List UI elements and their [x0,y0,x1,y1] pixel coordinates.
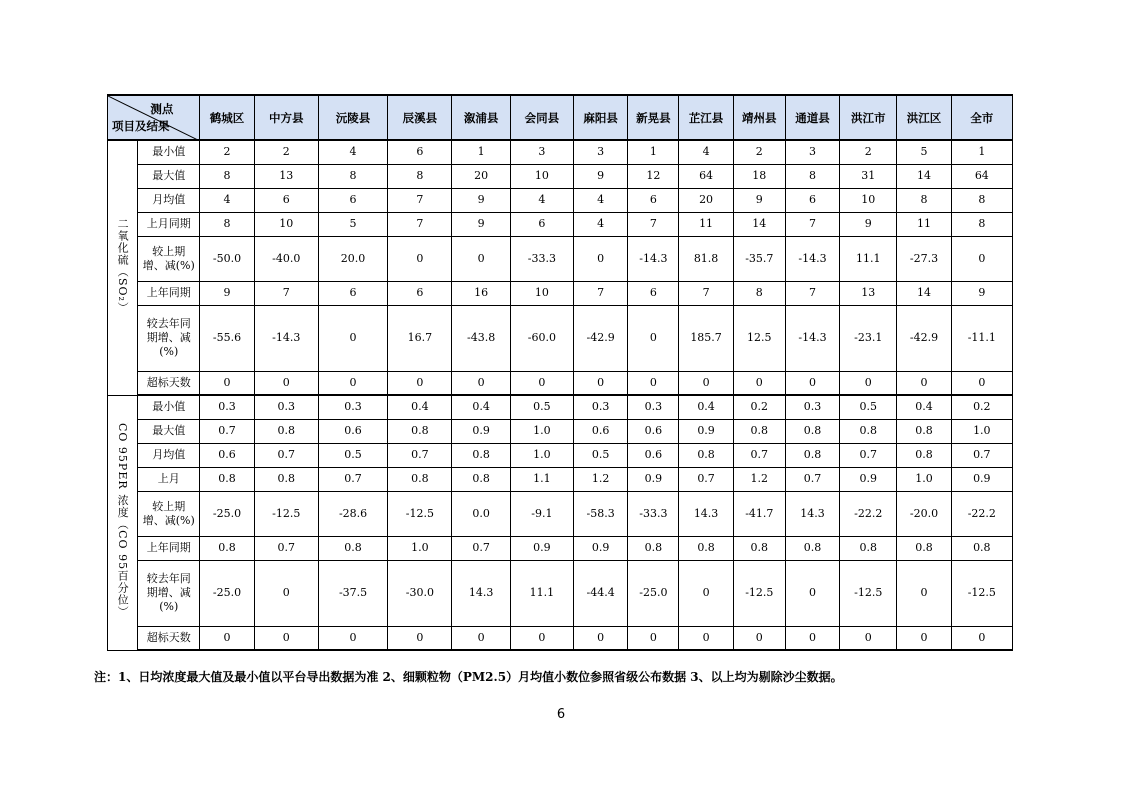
table-row [108,560,1013,626]
value-cell: 12 [628,164,679,188]
value-cell: -12.5 [951,560,1012,626]
value-cell: 8 [785,164,839,188]
row-label: 超标天数 [138,371,200,395]
value-cell: 7 [388,212,452,236]
value-cell: 0.6 [628,419,679,443]
column-header: 新晃县 [628,95,679,140]
table-row [108,491,1013,536]
value-cell: -14.3 [785,305,839,371]
value-cell: 0.7 [840,443,897,467]
value-cell: 0.3 [785,395,839,419]
value-cell: 0 [733,371,785,395]
value-cell: 13 [254,164,318,188]
page-number: 6 [556,707,566,722]
value-cell: 0 [452,626,510,650]
column-header: 洪江市 [840,95,897,140]
column-header: 麻阳县 [574,95,628,140]
value-cell: 0.9 [679,419,733,443]
value-cell: 6 [388,140,452,164]
value-cell: 0.8 [388,419,452,443]
header-corner [108,95,200,140]
value-cell: 14 [897,281,951,305]
value-cell: 0 [897,626,951,650]
value-cell: 0.8 [200,467,254,491]
value-cell: 6 [628,281,679,305]
table-row [108,281,1013,305]
column-header: 芷江县 [679,95,733,140]
footnote: 注：1、日均浓度最大值及最小值以平台导出数据为准 2、细颗粒物（PM2.5）月均值小数位参照省级公布数据 3、以上均为剔除沙尘数据。 [94,670,843,684]
value-cell: 81.8 [679,236,733,281]
table-row [108,164,1013,188]
value-cell: 0.2 [733,395,785,419]
value-cell: 2 [254,140,318,164]
value-cell: 64 [679,164,733,188]
value-cell: 0 [452,371,510,395]
value-cell: -42.9 [897,305,951,371]
value-cell: -58.3 [574,491,628,536]
value-cell: 10 [254,212,318,236]
table-row [108,236,1013,281]
value-cell: 9 [574,164,628,188]
value-cell: 0.9 [510,536,573,560]
value-cell: 20 [679,188,733,212]
value-cell: 0.4 [388,395,452,419]
value-cell: 0.8 [897,536,951,560]
column-header: 鹤城区 [200,95,254,140]
value-cell: 0 [951,626,1012,650]
value-cell: -40.0 [254,236,318,281]
value-cell: 0.8 [951,536,1012,560]
value-cell: 0.8 [840,536,897,560]
value-cell: 0.8 [785,536,839,560]
value-cell: 0 [785,371,839,395]
value-cell: 0.8 [733,536,785,560]
value-cell: 0.8 [254,467,318,491]
value-cell: 10 [840,188,897,212]
value-cell: 10 [510,164,573,188]
value-cell: 0.8 [679,536,733,560]
value-cell: -50.0 [200,236,254,281]
value-cell: -43.8 [452,305,510,371]
value-cell: 0.4 [679,395,733,419]
value-cell: 0.8 [733,419,785,443]
value-cell: -14.3 [628,236,679,281]
value-cell: 0.8 [679,443,733,467]
value-cell: 6 [388,281,452,305]
value-cell: 0.8 [897,419,951,443]
value-cell: 7 [388,188,452,212]
value-cell: -14.3 [254,305,318,371]
column-header: 靖州县 [733,95,785,140]
value-cell: 8 [318,164,387,188]
value-cell: 0.8 [452,467,510,491]
value-cell: 4 [510,188,573,212]
value-cell: 4 [200,188,254,212]
value-cell: -12.5 [840,560,897,626]
value-cell: 0 [628,371,679,395]
value-cell: 7 [785,281,839,305]
value-cell: 1.2 [733,467,785,491]
value-cell: -42.9 [574,305,628,371]
value-cell: 4 [574,188,628,212]
value-cell: 0.2 [951,395,1012,419]
table-row [108,371,1013,395]
value-cell: -28.6 [318,491,387,536]
value-cell: 7 [679,281,733,305]
value-cell: 0 [897,371,951,395]
value-cell: 6 [785,188,839,212]
value-cell: 2 [840,140,897,164]
value-cell: 0.8 [840,419,897,443]
column-header: 会同县 [510,95,573,140]
column-header: 洪江区 [897,95,951,140]
value-cell: 0 [679,560,733,626]
value-cell: 0 [628,626,679,650]
value-cell: 0.6 [574,419,628,443]
value-cell: 8 [200,164,254,188]
value-cell: 0 [574,626,628,650]
value-cell: -55.6 [200,305,254,371]
value-cell: 0.5 [840,395,897,419]
value-cell: -14.3 [785,236,839,281]
row-label: 上年同期 [138,536,200,560]
value-cell: -60.0 [510,305,573,371]
value-cell: -27.3 [897,236,951,281]
group-label-cell [108,140,138,395]
row-label: 最小值 [138,140,200,164]
value-cell: 9 [200,281,254,305]
table-row [108,419,1013,443]
value-cell: 0 [897,560,951,626]
value-cell: 0.3 [628,395,679,419]
value-cell: 6 [318,188,387,212]
value-cell: 12.5 [733,305,785,371]
value-cell: 0.8 [254,419,318,443]
value-cell: 0.4 [897,395,951,419]
value-cell: 0 [200,626,254,650]
table-row [108,140,1013,164]
value-cell: -22.2 [951,491,1012,536]
value-cell: 11.1 [510,560,573,626]
value-cell: 64 [951,164,1012,188]
row-label: 较去年同 期增、减 (%) [138,305,200,371]
value-cell: 2 [200,140,254,164]
value-cell: -35.7 [733,236,785,281]
value-cell: -30.0 [388,560,452,626]
value-cell: 1.0 [897,467,951,491]
value-cell: 0.9 [574,536,628,560]
table-row [108,188,1013,212]
value-cell: 0 [200,371,254,395]
value-cell: 1 [951,140,1012,164]
value-cell: 0 [388,371,452,395]
value-cell: -41.7 [733,491,785,536]
row-label: 最小值 [138,395,200,419]
value-cell: 3 [510,140,573,164]
value-cell: 0.6 [318,419,387,443]
row-label: 最大值 [138,419,200,443]
column-header: 通道县 [785,95,839,140]
value-cell: 9 [452,188,510,212]
value-cell: 16 [452,281,510,305]
value-cell: 8 [951,188,1012,212]
table-row [108,626,1013,650]
row-label: 较上期 增、减(%) [138,491,200,536]
value-cell: 4 [318,140,387,164]
value-cell: 0.8 [897,443,951,467]
value-cell: 0 [628,305,679,371]
value-cell: -37.5 [318,560,387,626]
value-cell: 0 [733,626,785,650]
value-cell: 0 [840,371,897,395]
value-cell: 0 [951,236,1012,281]
value-cell: 0 [510,626,573,650]
value-cell: 0.8 [452,443,510,467]
table-row [108,305,1013,371]
value-cell: -11.1 [951,305,1012,371]
row-label: 较上期 增、减(%) [138,236,200,281]
value-cell: 8 [733,281,785,305]
table-row [108,467,1013,491]
value-cell: 0 [318,305,387,371]
value-cell: 0.9 [840,467,897,491]
corner-top-label: 测点 [150,102,174,116]
value-cell: 0.5 [318,443,387,467]
value-cell: 0.3 [318,395,387,419]
value-cell: 0.7 [679,467,733,491]
value-cell: 0.7 [733,443,785,467]
value-cell: 1.0 [388,536,452,560]
value-cell: 3 [785,140,839,164]
value-cell: 0.9 [452,419,510,443]
group-label: CO 95PER 浓度（CO 95百分位） [116,422,130,619]
value-cell: 14.3 [679,491,733,536]
value-cell: 1 [628,140,679,164]
value-cell: 0 [679,626,733,650]
column-header: 沅陵县 [318,95,387,140]
value-cell: 16.7 [388,305,452,371]
value-cell: -22.2 [840,491,897,536]
row-label: 上月同期 [138,212,200,236]
value-cell: 5 [897,140,951,164]
value-cell: 5 [318,212,387,236]
value-cell: 0.8 [200,536,254,560]
group-label-cell [108,395,138,650]
value-cell: -20.0 [897,491,951,536]
air-quality-table [107,94,1013,651]
value-cell: 1.0 [510,419,573,443]
row-label: 上月 [138,467,200,491]
value-cell: 14.3 [785,491,839,536]
value-cell: 0.0 [452,491,510,536]
value-cell: 9 [840,212,897,236]
value-cell: 0.7 [254,443,318,467]
value-cell: 0.8 [388,467,452,491]
value-cell: 1.1 [510,467,573,491]
value-cell: 0.7 [318,467,387,491]
value-cell: 2 [733,140,785,164]
value-cell: 0.7 [452,536,510,560]
value-cell: 0.8 [785,443,839,467]
value-cell: 0.5 [510,395,573,419]
value-cell: 0.8 [785,419,839,443]
value-cell: 0.3 [200,395,254,419]
value-cell: 6 [510,212,573,236]
table-row [108,212,1013,236]
value-cell: 0 [840,626,897,650]
value-cell: 0 [510,371,573,395]
value-cell: 0.7 [951,443,1012,467]
value-cell: 0.7 [785,467,839,491]
value-cell: -12.5 [254,491,318,536]
value-cell: 20 [452,164,510,188]
value-cell: 0 [574,371,628,395]
value-cell: 0 [254,626,318,650]
value-cell: 0 [254,371,318,395]
row-label: 上年同期 [138,281,200,305]
value-cell: 0 [679,371,733,395]
value-cell: 6 [318,281,387,305]
value-cell: 11.1 [840,236,897,281]
value-cell: 0 [318,626,387,650]
value-cell: -23.1 [840,305,897,371]
value-cell: 11 [679,212,733,236]
value-cell: 1.0 [951,419,1012,443]
value-cell: 0 [951,371,1012,395]
value-cell: 6 [628,188,679,212]
value-cell: -33.3 [628,491,679,536]
value-cell: 0.9 [628,467,679,491]
value-cell: 185.7 [679,305,733,371]
value-cell: 7 [628,212,679,236]
value-cell: 3 [574,140,628,164]
value-cell: 14 [897,164,951,188]
value-cell: -12.5 [733,560,785,626]
table-row [108,395,1013,419]
value-cell: -44.4 [574,560,628,626]
value-cell: 1.0 [510,443,573,467]
value-cell: 31 [840,164,897,188]
column-header: 中方县 [254,95,318,140]
value-cell: 9 [951,281,1012,305]
row-label: 最大值 [138,164,200,188]
value-cell: 0 [785,626,839,650]
column-header: 辰溪县 [388,95,452,140]
value-cell: 0.6 [628,443,679,467]
table-row [108,443,1013,467]
value-cell: -12.5 [388,491,452,536]
value-cell: 9 [452,212,510,236]
value-cell: 0.7 [200,419,254,443]
value-cell: 4 [574,212,628,236]
row-label: 月均值 [138,188,200,212]
value-cell: 0 [785,560,839,626]
value-cell: 20.0 [318,236,387,281]
group-label: 二氧化硫（SO₂） [116,217,130,314]
value-cell: 0 [388,236,452,281]
value-cell: 7 [785,212,839,236]
value-cell: 0 [254,560,318,626]
value-cell: 0 [388,626,452,650]
value-cell: 18 [733,164,785,188]
row-label: 超标天数 [138,626,200,650]
value-cell: 0.8 [628,536,679,560]
column-header: 溆浦县 [452,95,510,140]
value-cell: 7 [574,281,628,305]
value-cell: 9 [733,188,785,212]
value-cell: -33.3 [510,236,573,281]
value-cell: 0.4 [452,395,510,419]
value-cell: -25.0 [200,560,254,626]
value-cell: -9.1 [510,491,573,536]
value-cell: 14.3 [452,560,510,626]
value-cell: 1 [452,140,510,164]
value-cell: 0.6 [200,443,254,467]
value-cell: 10 [510,281,573,305]
value-cell: 0.5 [574,443,628,467]
corner-bottom-label: 项目及结果 [112,119,170,133]
value-cell: 0 [318,371,387,395]
value-cell: 1.2 [574,467,628,491]
value-cell: 0.3 [254,395,318,419]
column-header: 全市 [951,95,1012,140]
value-cell: 8 [200,212,254,236]
value-cell: 0 [452,236,510,281]
value-cell: -25.0 [628,560,679,626]
value-cell: 11 [897,212,951,236]
row-label: 较去年同 期增、减 (%) [138,560,200,626]
value-cell: 13 [840,281,897,305]
value-cell: 8 [897,188,951,212]
value-cell: 0.7 [388,443,452,467]
value-cell: 0.9 [951,467,1012,491]
value-cell: 0.7 [254,536,318,560]
value-cell: 0 [574,236,628,281]
value-cell: 7 [254,281,318,305]
value-cell: 0.3 [574,395,628,419]
value-cell: -25.0 [200,491,254,536]
value-cell: 4 [679,140,733,164]
value-cell: 14 [733,212,785,236]
value-cell: 0.8 [318,536,387,560]
row-label: 月均值 [138,443,200,467]
value-cell: 8 [951,212,1012,236]
value-cell: 8 [388,164,452,188]
table-row [108,536,1013,560]
value-cell: 6 [254,188,318,212]
